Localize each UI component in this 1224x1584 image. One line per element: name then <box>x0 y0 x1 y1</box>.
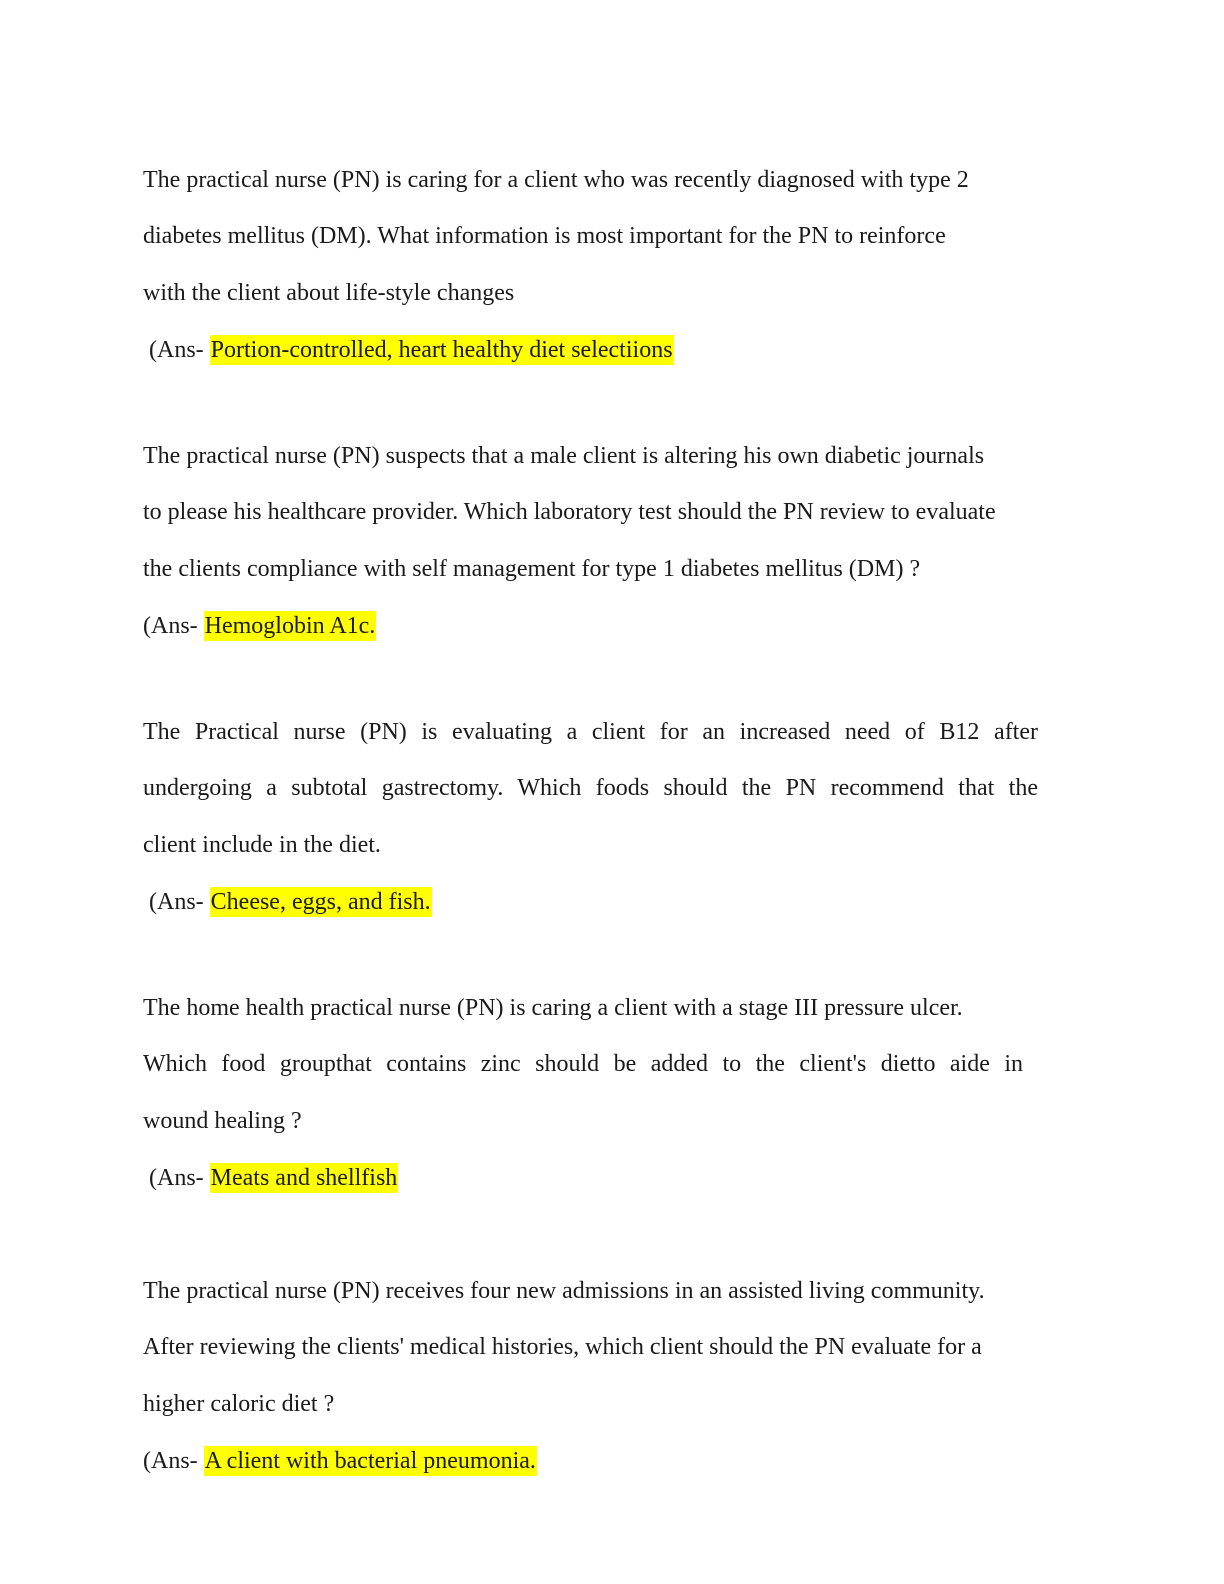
question-line: Which food groupthat contains zinc should be added to the client's dietto aide in <box>143 1051 1023 1077</box>
answer-line <box>143 335 674 365</box>
answer-highlight: Portion-controlled, heart healthy diet selectiions <box>210 337 673 363</box>
question-line: diabetes mellitus (DM). What information is most important for the PN to reinforce <box>143 223 946 249</box>
question-line: The home health practical nurse (PN) is caring a client with a stage III pressure ulcer. <box>143 995 963 1021</box>
answer-prefix: (Ans- <box>143 1448 204 1474</box>
question-line: to please his healthcare provider. Which laboratory test should the PN review to evaluate <box>143 499 996 525</box>
answer-line <box>143 611 376 641</box>
question-line: wound healing ? <box>143 1108 302 1134</box>
question-line: with the client about life-style changes <box>143 280 515 306</box>
answer-line <box>143 887 432 917</box>
answer-highlight: Cheese, eggs, and fish. <box>210 889 431 915</box>
question-line: After reviewing the clients' medical histories, which client should the PN evaluate for a <box>143 1334 982 1360</box>
answer-highlight: A client with bacterial pneumonia. <box>204 1448 536 1474</box>
question-line: client include in the diet. <box>143 832 381 858</box>
question-line: The practical nurse (PN) is caring for a client who was recently diagnosed with type 2 <box>143 167 969 193</box>
question-line: the clients compliance with self management for type 1 diabetes mellitus (DM) ? <box>143 556 921 582</box>
answer-prefix: (Ans- <box>143 613 204 639</box>
answer-prefix: (Ans- <box>143 337 210 363</box>
question-line: undergoing a subtotal gastrectomy. Which foods should the PN recommend that the <box>143 775 1038 801</box>
answer-line <box>143 1446 537 1476</box>
question-line: higher caloric diet ? <box>143 1391 335 1417</box>
answer-highlight: Meats and shellfish <box>210 1165 398 1191</box>
answer-prefix: (Ans- <box>143 889 210 915</box>
question-line: The Practical nurse (PN) is evaluating a client for an increased need of B12 after <box>143 719 1038 745</box>
answer-highlight: Hemoglobin A1c. <box>204 613 376 639</box>
answer-line <box>143 1163 398 1193</box>
answer-prefix: (Ans- <box>143 1165 210 1191</box>
question-line: The practical nurse (PN) receives four new admissions in an assisted living community. <box>143 1278 985 1304</box>
question-line: The practical nurse (PN) suspects that a male client is altering his own diabetic journals <box>143 443 985 469</box>
